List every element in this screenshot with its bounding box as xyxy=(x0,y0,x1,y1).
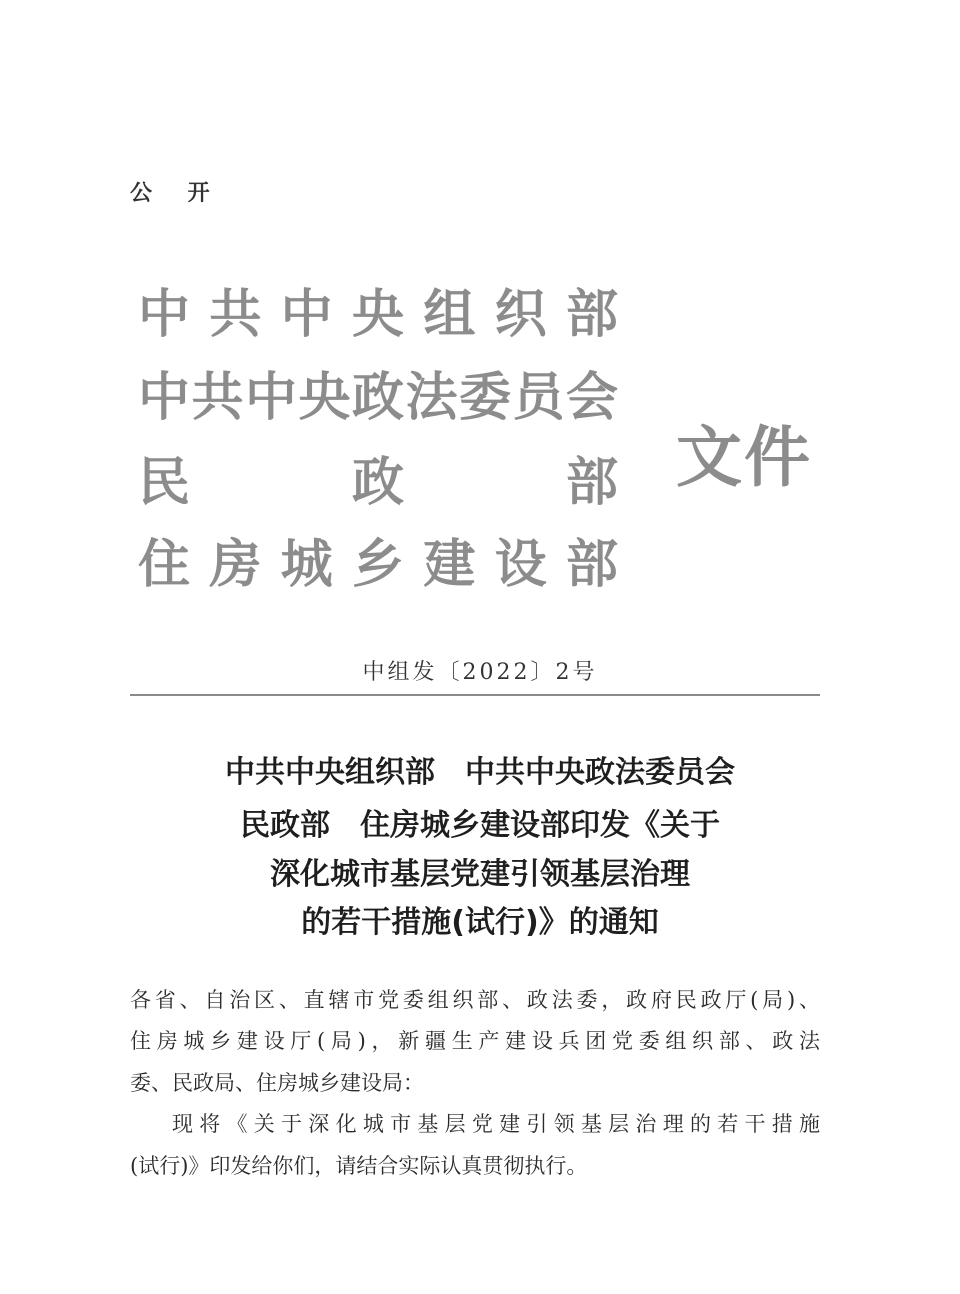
document-title-line: 深化城市基层党建引领基层治理 xyxy=(270,857,690,892)
document-title-line: 民政部 住房城乡建设部印发《关于 xyxy=(240,808,720,843)
issuer-name: 民政部 xyxy=(138,453,618,513)
header-divider xyxy=(130,694,820,696)
document-title-line: 中共中央组织部 中共中央政法委员会 xyxy=(225,755,735,790)
issuer-name: 住房城乡建设部 xyxy=(138,535,618,595)
classification-label: 公 开 xyxy=(130,181,224,206)
document-title-line: 的若干措施(试行)》的通知 xyxy=(301,905,659,940)
document-word: 文件 xyxy=(676,419,812,496)
body-text-line: 住房城乡建设厅(局)，新疆生产建设兵团党委组织部、政法 xyxy=(130,1029,820,1053)
body-text-line: 委、民政局、住房城乡建设局： xyxy=(130,1071,424,1095)
issuer-name: 中共中央政法委员会 xyxy=(138,368,618,428)
issuer-name: 中共中央组织部 xyxy=(138,285,618,345)
body-text-line: (试行)》印发给你们，请结合实际认真贯彻执行。 xyxy=(130,1154,588,1178)
document-number: 中组发〔2022〕2号 xyxy=(362,660,598,685)
body-text-line: 各省、自治区、直辖市党委组织部、政法委，政府民政厅(局)、 xyxy=(130,988,820,1012)
body-text-line: 现将《关于深化城市基层党建引领基层治理的若干措施 xyxy=(172,1112,820,1136)
